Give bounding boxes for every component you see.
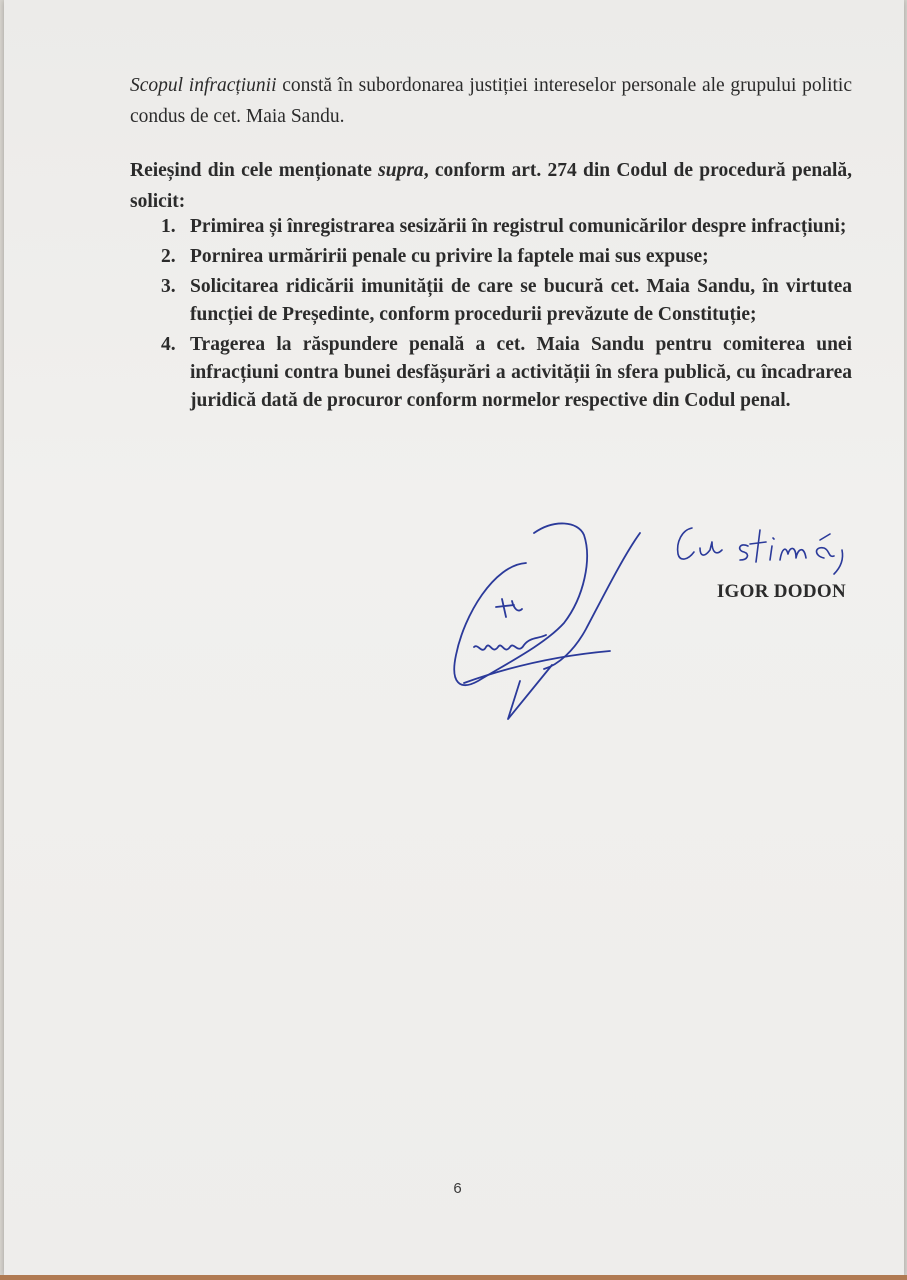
intro-text-after: , conform art. 274 din Codul de procedură penală, solicit: bbox=[130, 160, 852, 212]
page-bottom-edge bbox=[0, 1275, 907, 1280]
list-item-number: 3. bbox=[161, 276, 176, 297]
list-item-text: Tragerea la răspundere penală a cet. Maia Sandu pentru comiterea unei infracțiuni contra bunei desfășurări a activității în sfera publică, cu încadrarea juridică dată de procuror conform normelor respective din Codul penal. bbox=[190, 334, 852, 411]
list-item bbox=[130, 243, 852, 271]
list-item bbox=[130, 273, 852, 329]
request-list bbox=[130, 213, 852, 415]
list-item-text: Solicitarea ridicării imunității de care se bucură cet. Maia Sandu, în virtutea funcției de Președinte, conform procedurii prevăzute de Constituție; bbox=[190, 276, 852, 325]
handwritten-closing bbox=[664, 520, 864, 580]
intro-italic-word: supra bbox=[378, 160, 424, 181]
paragraph-purpose-text: constă în subordonarea justiției intereselor personale ale grupului politic condus de cet. Maia Sandu. bbox=[130, 75, 852, 127]
list-item-text: Pornirea urmăririi penale cu privire la faptele mai sus expuse; bbox=[190, 246, 709, 267]
list-item bbox=[130, 213, 852, 241]
list-item-number: 2. bbox=[161, 246, 176, 267]
page-number: 6 bbox=[453, 1180, 462, 1197]
document-page bbox=[4, 0, 904, 1276]
italic-term: Scopul infracțiunii bbox=[130, 75, 277, 96]
paragraph-request-intro bbox=[130, 155, 852, 217]
signature bbox=[434, 505, 694, 735]
list-item bbox=[130, 331, 852, 415]
list-item-text: Primirea și înregistrarea sesizării în registrul comunicărilor despre infracțiuni; bbox=[190, 216, 847, 237]
signatory-name: IGOR DODON bbox=[716, 581, 846, 602]
list-item-number: 4. bbox=[161, 334, 176, 355]
paragraph-purpose bbox=[130, 70, 852, 132]
list-item-number: 1. bbox=[161, 216, 176, 237]
intro-text-before: Reieșind din cele menționate bbox=[130, 160, 379, 181]
